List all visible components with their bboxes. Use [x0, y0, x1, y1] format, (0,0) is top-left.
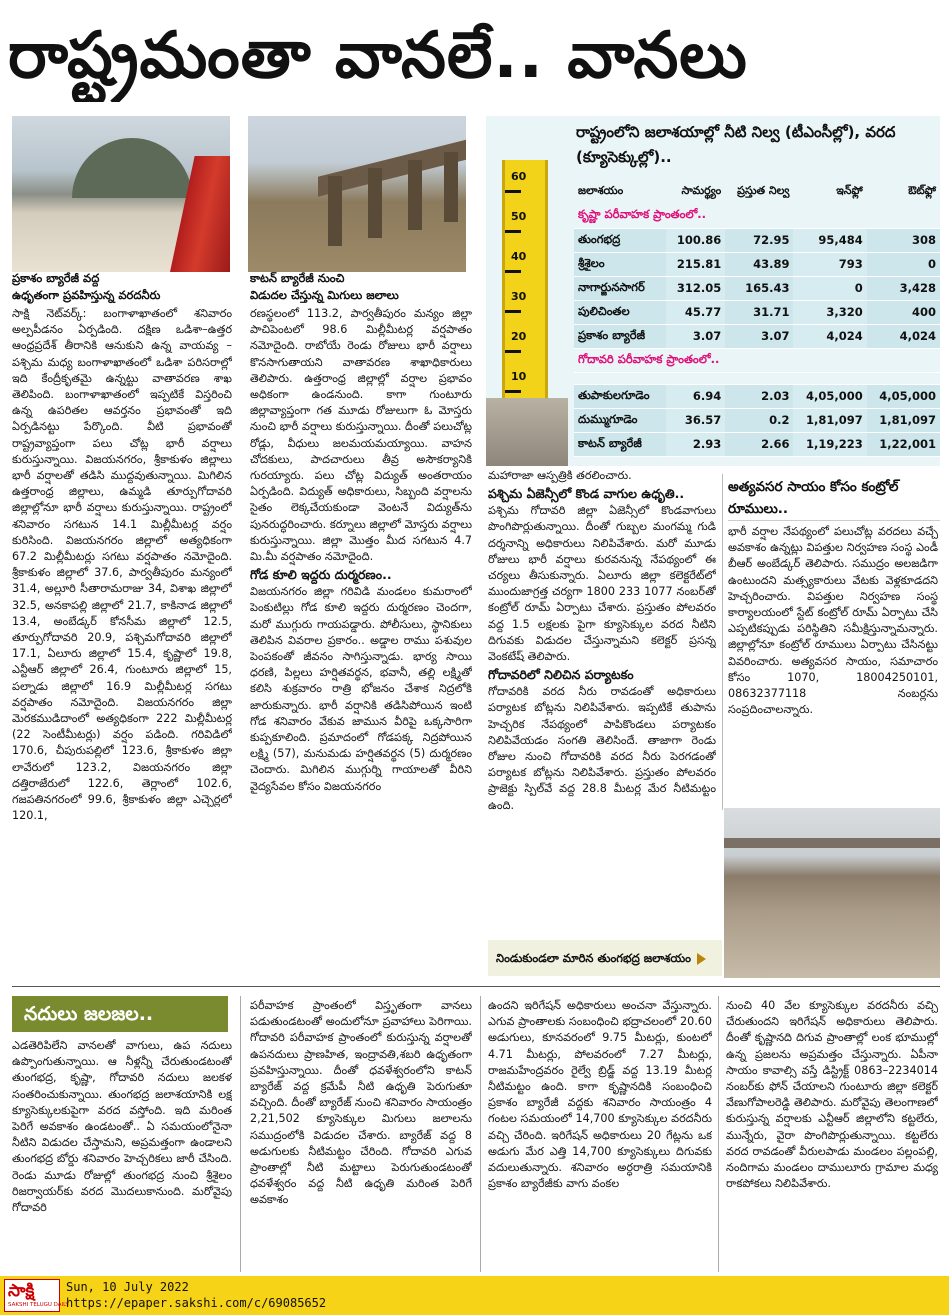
table-cell: 1,19,223: [793, 432, 866, 456]
logo-subtext: SAKSHI TELUGU DAILY: [8, 1302, 69, 1308]
article-paragraph: పరీవాహక ప్రాంతంలో విస్తృతంగా వానలు పడుతుండటంతో అందులోనూ ప్రవాహాలు పెరిగాయి. గోదావరి పరీవాహక ప్రాంతంలో కురుస్తున్న వర్షాలతో ఉపనదులు ప్రాణహిత, ఇంద్రావతి,శబరి ఉధృతంగా ప్రవహిస్తున్నాయి. దీంతో ధవళేశ్వరంలోని కాటన్ బ్యారేజ్ వద్ద క్రమేపీ నీటి ఉధృతి పెరుగుతూ వచ్చింది. దీంతో బ్యారేజ్ నుంచి శనివారం సాయంత్రం 2,21,502 క్యూసెక్కుల మిగులు జలాలను సముద్రంలోకి విడుదల చేశారు. బ్యారేజ్ వద్ద 8 అడుగులకు నీటిమట్టం చేరింది. గోదావరి ఎగువ ప్రాంతాల్లో నీటి మట్టాలు పెరుగుతుండటంతో ధవళేశ్వరం వద్ద నీటి ఉధృతి మరింత పెరిగే అవకాశం: [250, 999, 472, 1207]
table-cell: 3,428: [867, 276, 940, 300]
table-cell: 100.86: [666, 228, 725, 252]
table-row: [574, 324, 940, 348]
table-cell: 0: [867, 252, 940, 276]
flood-water-photo: [486, 398, 568, 466]
gauge-number: 30: [511, 290, 527, 303]
photo-pier: [328, 176, 342, 246]
table-row: [574, 384, 940, 408]
table-cell: 308: [867, 228, 940, 252]
reservoir-title: రాష్ట్రంలోని జలాశయాల్లో నీటి నిల్వ (టీఎంసీల్లో), వరద (క్యూసెక్కుల్లో)..: [576, 123, 896, 166]
photo-pier: [408, 160, 422, 230]
photo2-caption-line2: విడుదల చేస్తున్న మిగులు జలాలు: [250, 288, 399, 302]
table-cell: 45.77: [666, 300, 725, 324]
table-cell: 4,024: [793, 324, 866, 348]
photo1-caption-line2: ఉధృతంగా ప్రవహిస్తున్న వరదనీరు: [12, 288, 161, 302]
tungabhadra-reservoir-photo: [724, 808, 940, 978]
rivers-column-3: [488, 998, 712, 1272]
table-cell: దుమ్ముగూడెం: [574, 408, 666, 432]
photo3-caption: [488, 940, 722, 976]
emergency-text: [728, 524, 938, 804]
article-paragraph: సాక్షి నెట్‌వర్క్: బంగాళాఖాతంలో శనివారం అల్పపీడనం ఏర్పడింది. దక్షిణ ఒడిశా–ఉత్తర ఆంధ్రప్రదేశ్ తీరానికి ఆనుకుని ఉన్న వాయవ్య – పశ్చిమ మధ్య బంగాళాఖాతంలో ఒడిశా పరిసరాల్లో ఇది కేంద్రీకృతమై ఉన్నట్టు వాతావరణ శాఖ తెలిపింది. బంగాళాఖాతంలో ఇప్పటికే విస్తరించి ఉన్న ఉపరితల ఆవర్తనం ప్రభావంతో ఇది ఏర్పడినట్టు పేర్కొంది. వీటి ప్రభావంతో రాష్ట్రవ్యాప్తంగా పలు చోట్ల భారీ వర్షాలు కురుస్తున్నాయి. విజయనగరం, శ్రీకాకుళం జిల్లాలు భారీ వర్షాలతో తడిసి ముద్దవుతున్నాయి. మిగిలిన ఉత్తరాంధ్ర జిల్లాలు, ఉమ్మడి తూర్పుగోదావరి జిల్లాల్లోనూ భారీ వర్షాలు కురుస్తున్నాయి. రాష్ట్రంలో శనివారం సగటున 14.1 మిల్లీమీటర్ల వర్షం కురిసింది. విజయనగరం జిల్లాలో అత్యధికంగా 67.2 మిల్లీమీటర్లు సగటు వర్షపాతం నమోదైంది. శ్రీకాకుళం జిల్లాలో 37.6, పార్వతీపురం మన్యంలో 31.4, అల్లూరి సీతారామరాజు 34, విశాఖ జిల్లాలో 32.5, అనకాపల్లి జిల్లాలో 21.7, కాకినాడ జిల్లాలో 13.4, అంబేడ్కర్ కోనసీమ జిల్లాలో 12.5, తూర్పుగోదావరి 20.9, పశ్చిమగోదావరి జిల్లాలో 17.1, ఏలూరు జిల్లాలో 15.4, కృష్ణాలో 19.8, ఎన్టీఆర్ జిల్లాలో 26.4, గుంటూరు జిల్లాలో 15, పల్నాడు జిల్లాలో 16.9 మిల్లీమీటర్ల సగటు వర్షపాతం నమోదైంది. విజయనగరం జిల్లా మెరకముడిదాంలో అత్యధికంగా 222 మిల్లీమీటర్ల (22 సెంటీమీటర్లు) వర్షం పడింది. గరివిడిలో 170.6, చీపురుపల్లిలో 123.6, శ్రీకాకుళం జిల్లా లావేరులో 123.2, విజయనగరం జిల్లా దత్తిరాజేరులో 122.6, తెర్లాంలో 102.6, గజపతినగరంలో 99.6, శ్రీకాకుళం జిల్లా ఎచ్చెర్లలో 120.1,: [12, 307, 232, 823]
column-divider: [480, 996, 481, 1272]
photo1-caption: [12, 270, 232, 304]
table-cell: 1,22,001: [867, 432, 940, 456]
article-paragraph: విజయనగరం జిల్లా గరివిడి మండలం కుమరాంలో పెంకుటిల్లు గోడ కూలి ఇద్దరు దుర్మరణం చెందగా, మరో ముగ్గురు గాయపడ్డారు. పోలీసులు, స్థానికులు తెలిపిన వివరాల ప్రకారం.. అడ్డాల రాము పశువుల పెంపకంతో జీవనం సాగిస్తున్నాడు. భార్య సాయి ధరణి, పిల్లలు హర్షితవర్థన, భవానీ, తల్లి లక్ష్మితో కలిసి శుక్రవారం రాత్రి భోజనం చేశాక నిద్రలోకి జారుకున్నారు. భారీ వర్షానికి తడిసిపోయిన ఇంటి గోడ శనివారం వేకువ జామున వీరిపై ఒక్కసారిగా కుప్పకూలింది. ప్రమాదంలో గోడపక్క నిద్రపోయిన లక్ష్మి (57), మనుమడు హర్షితవర్థన (5) దుర్మరణం చెందారు. మిగిలిన ముగ్గుర్ని గాయాలతో వీరిని వైద్యసేవల కోసం విజయనగరం: [250, 585, 472, 793]
section-divider: [12, 986, 940, 987]
table-cell: 3,320: [793, 300, 866, 324]
table-row: [574, 408, 940, 432]
table-cell: 3.07: [725, 324, 793, 348]
section-row: [574, 348, 940, 372]
table-row: [574, 276, 940, 300]
table-cell: 36.57: [666, 408, 725, 432]
photo2-caption-line1: కాటన్ బ్యారేజీ నుంచి: [250, 271, 345, 285]
table-cell: నాగార్జునసాగర్: [574, 276, 666, 300]
table-cell: 1,81,097: [867, 408, 940, 432]
table-cell: 2.66: [725, 432, 793, 456]
edition-url[interactable]: https://epaper.sakshi.com/c/69085652: [66, 1296, 327, 1310]
footer-bar: [0, 1276, 949, 1315]
table-row: [574, 228, 940, 252]
gauge-tick: [505, 390, 521, 393]
column-header: ప్రస్తుత నిల్వ: [737, 184, 790, 197]
table-cell: 793: [793, 252, 866, 276]
gauge-tick: [505, 350, 521, 353]
photo3-caption-text: నిండుకుండలా మారిన తుంగభద్ర జలాశయం: [496, 951, 691, 965]
gauge-number: 40: [511, 250, 527, 263]
table-cell: 95,484: [793, 228, 866, 252]
table-cell: 312.05: [666, 276, 725, 300]
sakshi-logo[interactable]: [4, 1279, 69, 1312]
photo-dam: [724, 838, 940, 848]
table-cell: 4,05,000: [867, 384, 940, 408]
table-cell: 4,024: [867, 324, 940, 348]
table-cell: 165.43: [725, 276, 793, 300]
prakasam-barrage-photo: [12, 116, 230, 272]
cotton-barrage-photo: [248, 116, 466, 272]
table-cell: తుపాకులగూడెం: [574, 384, 666, 408]
photo1-caption-line1: ప్రకాశం బ్యారేజీ వద్ద: [12, 271, 100, 285]
table-row: [574, 432, 940, 456]
column-header: ఇన్‌ఫ్లో: [836, 184, 863, 197]
table-cell: 72.95: [725, 228, 793, 252]
table-cell: శ్రీశైలం: [574, 252, 666, 276]
headline: రాష్ట్రమంతా వానలే.. వానలు: [8, 19, 748, 93]
gauge-number: 50: [511, 210, 527, 223]
article-paragraph: రణస్థలంలో 113.2, పార్వతీపురం మన్యం జిల్లా పాచిపెంటలో 98.6 మిల్లీమీటర్ల వర్షపాతం నమోదైంది. రాబోయే రెండు రోజులు భారీ వర్షాలు కొనసాగుతాయని వాతావరణ శాఖాధికారులు తెలిపారు. ఉత్తరాంధ్ర జిల్లాల్లో వర్షాల ప్రభావం అధికంగా ఉండనుంది. కాగా గుంటూరు జిల్లావ్యాప్తంగా గత మూడు రోజులుగా ఓ మోస్తరు నుంచి భారీ వర్షాలు కురుస్తున్నాయి. దీంతో పలుచోట్ల రోడ్లు, వీధులు జలమయమయ్యాయి. వాహన చోదకులు, పాదచారులు తీవ్ర అసౌకర్యానికి గురయ్యారు. పలు చోట్ల విద్యుత్ అంతరాయం ఏర్పడింది. విద్యుత్ అధికారులు, సిబ్బంది వర్షాలను సైతం లెక్కచేయకుండా వెంటనే విద్యుత్‌ను పునరుద్ధరించారు. కర్నూలు జిల్లాలో మోస్తరు వర్షాలు కురుస్తున్నాయి. జిల్లా మొత్తం మీద సగటున 4.7 మి.మీ వర్షపాతం నమోదైంది.: [250, 307, 472, 564]
table-cell: 400: [867, 300, 940, 324]
emergency-title: అత్యవసర సాయం కోసం కంట్రోల్ రూములు..: [728, 476, 940, 521]
article-paragraph: నుంచి 40 వేల క్యూసెక్కుల వరదనీరు వచ్చి చేరుతుందని ఇరిగేషన్ అధికారులు తెలిపారు. దీంతో కృష్ణానది దిగువ ప్రాంతాల్లో లంక భూముల్లో ఉన్న ప్రజలను అప్రమత్తం చేస్తున్నారు. ఏపీనా సాయం కావాల్సి వస్తే డిస్ట్రిక్ట్ 0863–2234014 నంబర్‌కు ఫోన్ చేయాలని గుంటూరు జిల్లా కలెక్టర్ వేణుగోపాలరెడ్డి తెలిపారు. మరోవైపు తెలంగాణలో కురుస్తున్న వర్షాలకు ఎన్టీఆర్ జిల్లాలోని కట్టలేరు, మున్నేరు, వైరా పొంగిపొర్లుతున్నాయి. కట్టలేరు వరద రావడంతో వీరులపాడు మండలం పల్లంపల్లి, నందిగామ మండలం దాములూరు గ్రామాల మధ్య రాకపోకలు నిలిపివేశారు.: [726, 999, 938, 1191]
column-header: సామర్థ్యం: [681, 184, 722, 197]
table-cell: 31.71: [725, 300, 793, 324]
table-cell: 2.93: [666, 432, 725, 456]
table-cell: పులిచింతల: [574, 300, 666, 324]
gauge-number: 60: [511, 170, 527, 183]
table-cell: 4,05,000: [793, 384, 866, 408]
subheading: గోదావరిలో నిలిచిన పర్యాటకం: [488, 667, 634, 683]
column-divider: [240, 996, 241, 1272]
section-label: గోదావరి పరీవాహక ప్రాంతంలో..: [574, 348, 940, 372]
table-row: [574, 252, 940, 276]
article-column-1: [12, 306, 232, 986]
table-cell: 3.07: [666, 324, 725, 348]
edition-date: Sun, 10 July 2022: [66, 1280, 189, 1294]
table-cell: తుంగభద్ర: [574, 228, 666, 252]
table-cell: 0: [793, 276, 866, 300]
table-cell: 215.81: [666, 252, 725, 276]
table-cell: ప్రకాశం బ్యారేజీ: [574, 324, 666, 348]
article-paragraph: పశ్చిమ గోదావరి జిల్లా ఏజెన్సీలో కొండవాగులు పొంగిపొర్లుతున్నాయి. దీంతో గుబ్బల మంగమ్మ గుడి దర్శనాన్ని అధికారులు నిలిపివేశారు. మరో మూడు రోజులు భారీ వర్షాలు కురవనున్న నేపథ్యంలో ఈ చర్యలు తీసుకున్నారు. ఏలూరు జిల్లా కలెక్టరేట్‌లో ముందుజాగ్రత్త చర్యగా 1800 233 1077 నంబర్‌తో కంట్రోల్ రూమ్ ఏర్పాటు చేశారు. ప్రస్తుతం పోలవరం వద్ద 1.5 లక్షలకు పైగా క్యూసెక్కుల వరద నీటిని దిగువకు విడుదల చేస్తున్నామని కలెక్టర్ ప్రసన్న వెంకటేష్ తెలిపారు.: [488, 504, 716, 664]
subheading: పశ్చిమ ఏజెన్సీలో కొండ వాగుల ఉధృతి..: [488, 486, 685, 502]
section-heading-rivers: నదులు జలజల..: [12, 996, 228, 1032]
column-header: ఔట్‌ఫ్లో: [908, 184, 936, 197]
table-cell: 43.89: [725, 252, 793, 276]
article-column-3: [488, 468, 716, 936]
photo-hill: [72, 138, 192, 198]
section-label: కృష్ణా పరీవాహక ప్రాంతంలో..: [574, 204, 940, 228]
table-cell: 6.94: [666, 384, 725, 408]
article-column-2: [250, 306, 472, 986]
table-row: [574, 300, 940, 324]
reservoir-table: [574, 180, 940, 457]
photo-pier: [444, 152, 458, 222]
gauge-tick: [505, 270, 521, 273]
table-cell: కాటన్ బ్యారేజీ: [574, 432, 666, 456]
table-cell: 1,81,097: [793, 408, 866, 432]
article-paragraph: మహారాజా ఆస్పత్రికి తరలించారు.: [488, 469, 632, 482]
gauge-tick: [505, 190, 521, 193]
spacer-row: [574, 372, 940, 384]
rivers-column-4: [726, 998, 938, 1272]
arrow-right-icon: [697, 953, 706, 965]
section-row: [574, 204, 940, 228]
table-cell: 0.2: [725, 408, 793, 432]
table-header-row: [574, 180, 940, 204]
rivers-column-2: [250, 998, 472, 1272]
gauge-number: 20: [511, 330, 527, 343]
photo2-caption: [250, 270, 470, 304]
column-divider: [718, 996, 719, 1272]
logo-text: సాక్షి: [8, 1281, 35, 1301]
table-cell: 2.03: [725, 384, 793, 408]
article-paragraph: ఉందని ఇరిగేషన్ అధికారులు అంచనా వేస్తున్నారు. ఎగువ ప్రాంతాలకు సంబంధించి భద్రాచలంలో 20.60 అడుగులు, కూనవరంలో 9.75 మీటర్లు, కుంటలో 4.71 మీటర్లు, పోలవరంలో 7.27 మీటర్లు, రాజమహేంద్రవరం రైల్వే బ్రిడ్జ్ వద్ద 13.19 మీటర్ల నీటిమట్టం ఉంది. కాగా కృష్ణానదికి సంబంధించి ప్రకాశం బ్యారేజీ వద్దకు శనివారం సాయంత్రం 4 గంటల సమయంలో 14,700 క్యూసెక్కుల వరదనీరు వచ్చి చేరింది. ఇరిగేషన్ అధికారులు 20 గేట్లను ఒక అడుగు మేర ఎత్తి 14,700 క్యూసెక్కులు దిగువకు వదులుతున్నారు. శనివారం అర్ధరాత్రి సమయానికి ప్రకాశం బ్యారేజీకు వాగు వంకల: [488, 999, 712, 1191]
rivers-column-1: [12, 1038, 232, 1272]
article-paragraph: భారీ వర్షాల నేపథ్యంలో పలుచోట్ల వరదలు వచ్చే అవకాశం ఉన్నట్లు విపత్తుల నిర్వహణ సంస్థ ఎండీ బీఆర్ అంబేడ్కర్ తెలిపారు. సముద్రం అలజడిగా ఉంటుందని మత్స్యకారులు వేటకు వెళ్లకూడదని హెచ్చరించారు. విపత్తుల నిర్వహణ సంస్థ కార్యాలయంలో స్టేట్ కంట్రోల్ రూమ్ ఏర్పాటు చేసి ఎప్పటికప్పుడు పరిస్థితిని సమీక్షిస్తున్నామన్నారు. జిల్లాల్లోనూ కంట్రోల్ రూములు ఏర్పాటు చేసినట్టు వివరించారు. అత్యవసర సాయం, సమాచారం కోసం 1070, 18004250101, 08632377118 నంబర్లను సంప్రదించాలన్నారు.: [728, 525, 938, 717]
gauge-tick: [505, 310, 521, 313]
gauge-tick: [505, 230, 521, 233]
article-paragraph: ఎడతెరిపిలేని వానలతో వాగులు, ఉప నదులు ఉప్పొంగుతున్నాయి. ఆ నీళ్లన్నీ చేరుతుండటంతో తుంగభద్ర, కృష్ణా, గోదావరి నదులు జలకళ సంతరించుకున్నాయి. తుంగభద్ర జలాశయానికి లక్ష క్యూసెక్కులకుపైగా వరద వస్తోంది. ఇది మరింత పెరిగే అవకాశం ఉండటంతో.. ఏ సమయంలోనైనా నీటిని విడుదల చేస్తామని, అప్రమత్తంగా ఉండాలని తుంగభద్ర బోర్డు శనివారం హెచ్చరికలు జారీ చేసింది. రెండు మూడు రోజుల్లో తుంగభద్ర నుంచి శ్రీశైలం రిజర్వాయర్‌కు వరద మొదలుకానుంది. మరోవైపు గోదావరి: [12, 1039, 232, 1215]
gauge-number: 10: [511, 370, 527, 383]
article-paragraph: గోదావరికి వరద నీరు రావడంతో అధికారులు పర్యాటక బోట్లను నిలిపివేశారు. ఇప్పటికే తుపాను హెచ్చరిక నేపథ్యంలో పాపికొండలు పర్యాటకం నిలిపివేయడం సంగతి తెలిసిందే. తాజాగా రెండు రోజుల నుంచి గోదావరికి వరద నీరు పెరగడంతో పర్యాటక బోట్లను నిలిపివేశారు. ప్రస్తుతం పోలవరం ప్రాజెక్టు స్పిల్‌వే వద్ద 28.8 మీటర్ల మేర నీటిమట్టం ఉంది.: [488, 685, 716, 812]
subheading: గోడ కూలి ఇద్దరు దుర్మరణం..: [250, 567, 392, 583]
column-header: జలాశయం: [578, 184, 624, 197]
photo-pier: [368, 168, 382, 238]
